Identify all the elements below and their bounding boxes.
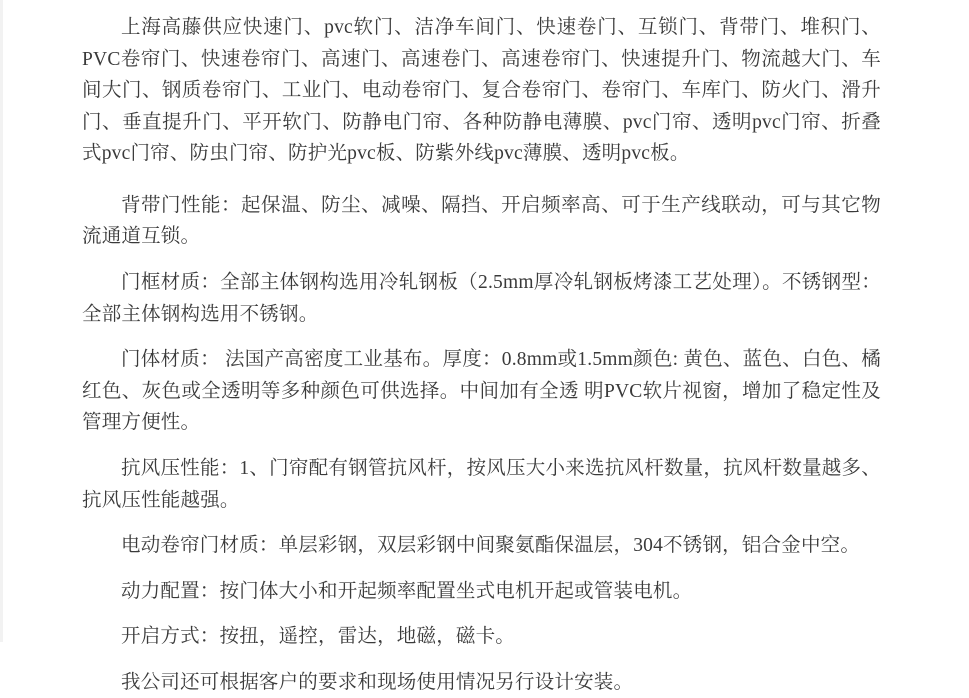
paragraph-custom-design-note: 我公司还可根据客户的要求和现场使用情况另行设计安装。	[121, 671, 634, 693]
paragraph-product-list: 上海高藤供应快速门、pvc软门、洁净车间门、快速卷门、互锁门、背带门、堆积门、PVC卷帘门、快速卷帘门、高速门、高速卷门、高速卷帘门、快速提升门、物流越大门、车间大门、钢质卷帘门、工业门、电动卷帘门、复合卷帘门、卷帘门、车库门、防火门、滑升门、垂直提升门、平开软门、防静电门帘、各种防静电薄膜、pvc门帘、透明pvc门帘、折叠式pvc门帘、防虫门帘、防护光pvc板、防紫外线pvc薄膜、透明pvc板。	[82, 17, 881, 165]
paragraph-power-configuration: 动力配置：按门体大小和开起频率配置坐式电机开起或管装电机。	[121, 580, 693, 602]
paragraph-wind-resistance: 抗风压性能：1、门帘配有钢管抗风杆，按风压大小来选抗风杆数量，抗风杆数量越多、抗风压性能越强。	[82, 457, 881, 511]
paragraph-opening-methods: 开启方式：按扭，遥控，雷达，地磁，磁卡。	[121, 626, 516, 648]
paragraph-rolling-door-material: 电动卷帘门材质：单层彩钢，双层彩钢中间聚氨酯保温层，304不锈钢，铝合金中空。	[121, 535, 861, 557]
paragraph-body-material: 门体材质： 法国产高密度工业基布。厚度：0.8mm或1.5mm颜色: 黄色、蓝色、白色、橘红色、灰色或全透明等多种颜色可供选择。中间加有全透 明PVC软片视窗，增加了稳定性及管理方便性。	[82, 349, 881, 434]
paragraph-frame-material: 门框材质：全部主体钢构选用冷轧钢板（2.5mm厚冷轧钢板烤漆工艺处理）。不锈钢型：全部主体钢构选用不锈钢。	[82, 272, 881, 325]
page-edge-divider	[0, 0, 3, 642]
paragraph-strap-door-performance: 背带门性能：起保温、防尘、减噪、隔挡、开启频率高、可于生产线联动，可与其它物流通道互锁。	[82, 194, 881, 248]
